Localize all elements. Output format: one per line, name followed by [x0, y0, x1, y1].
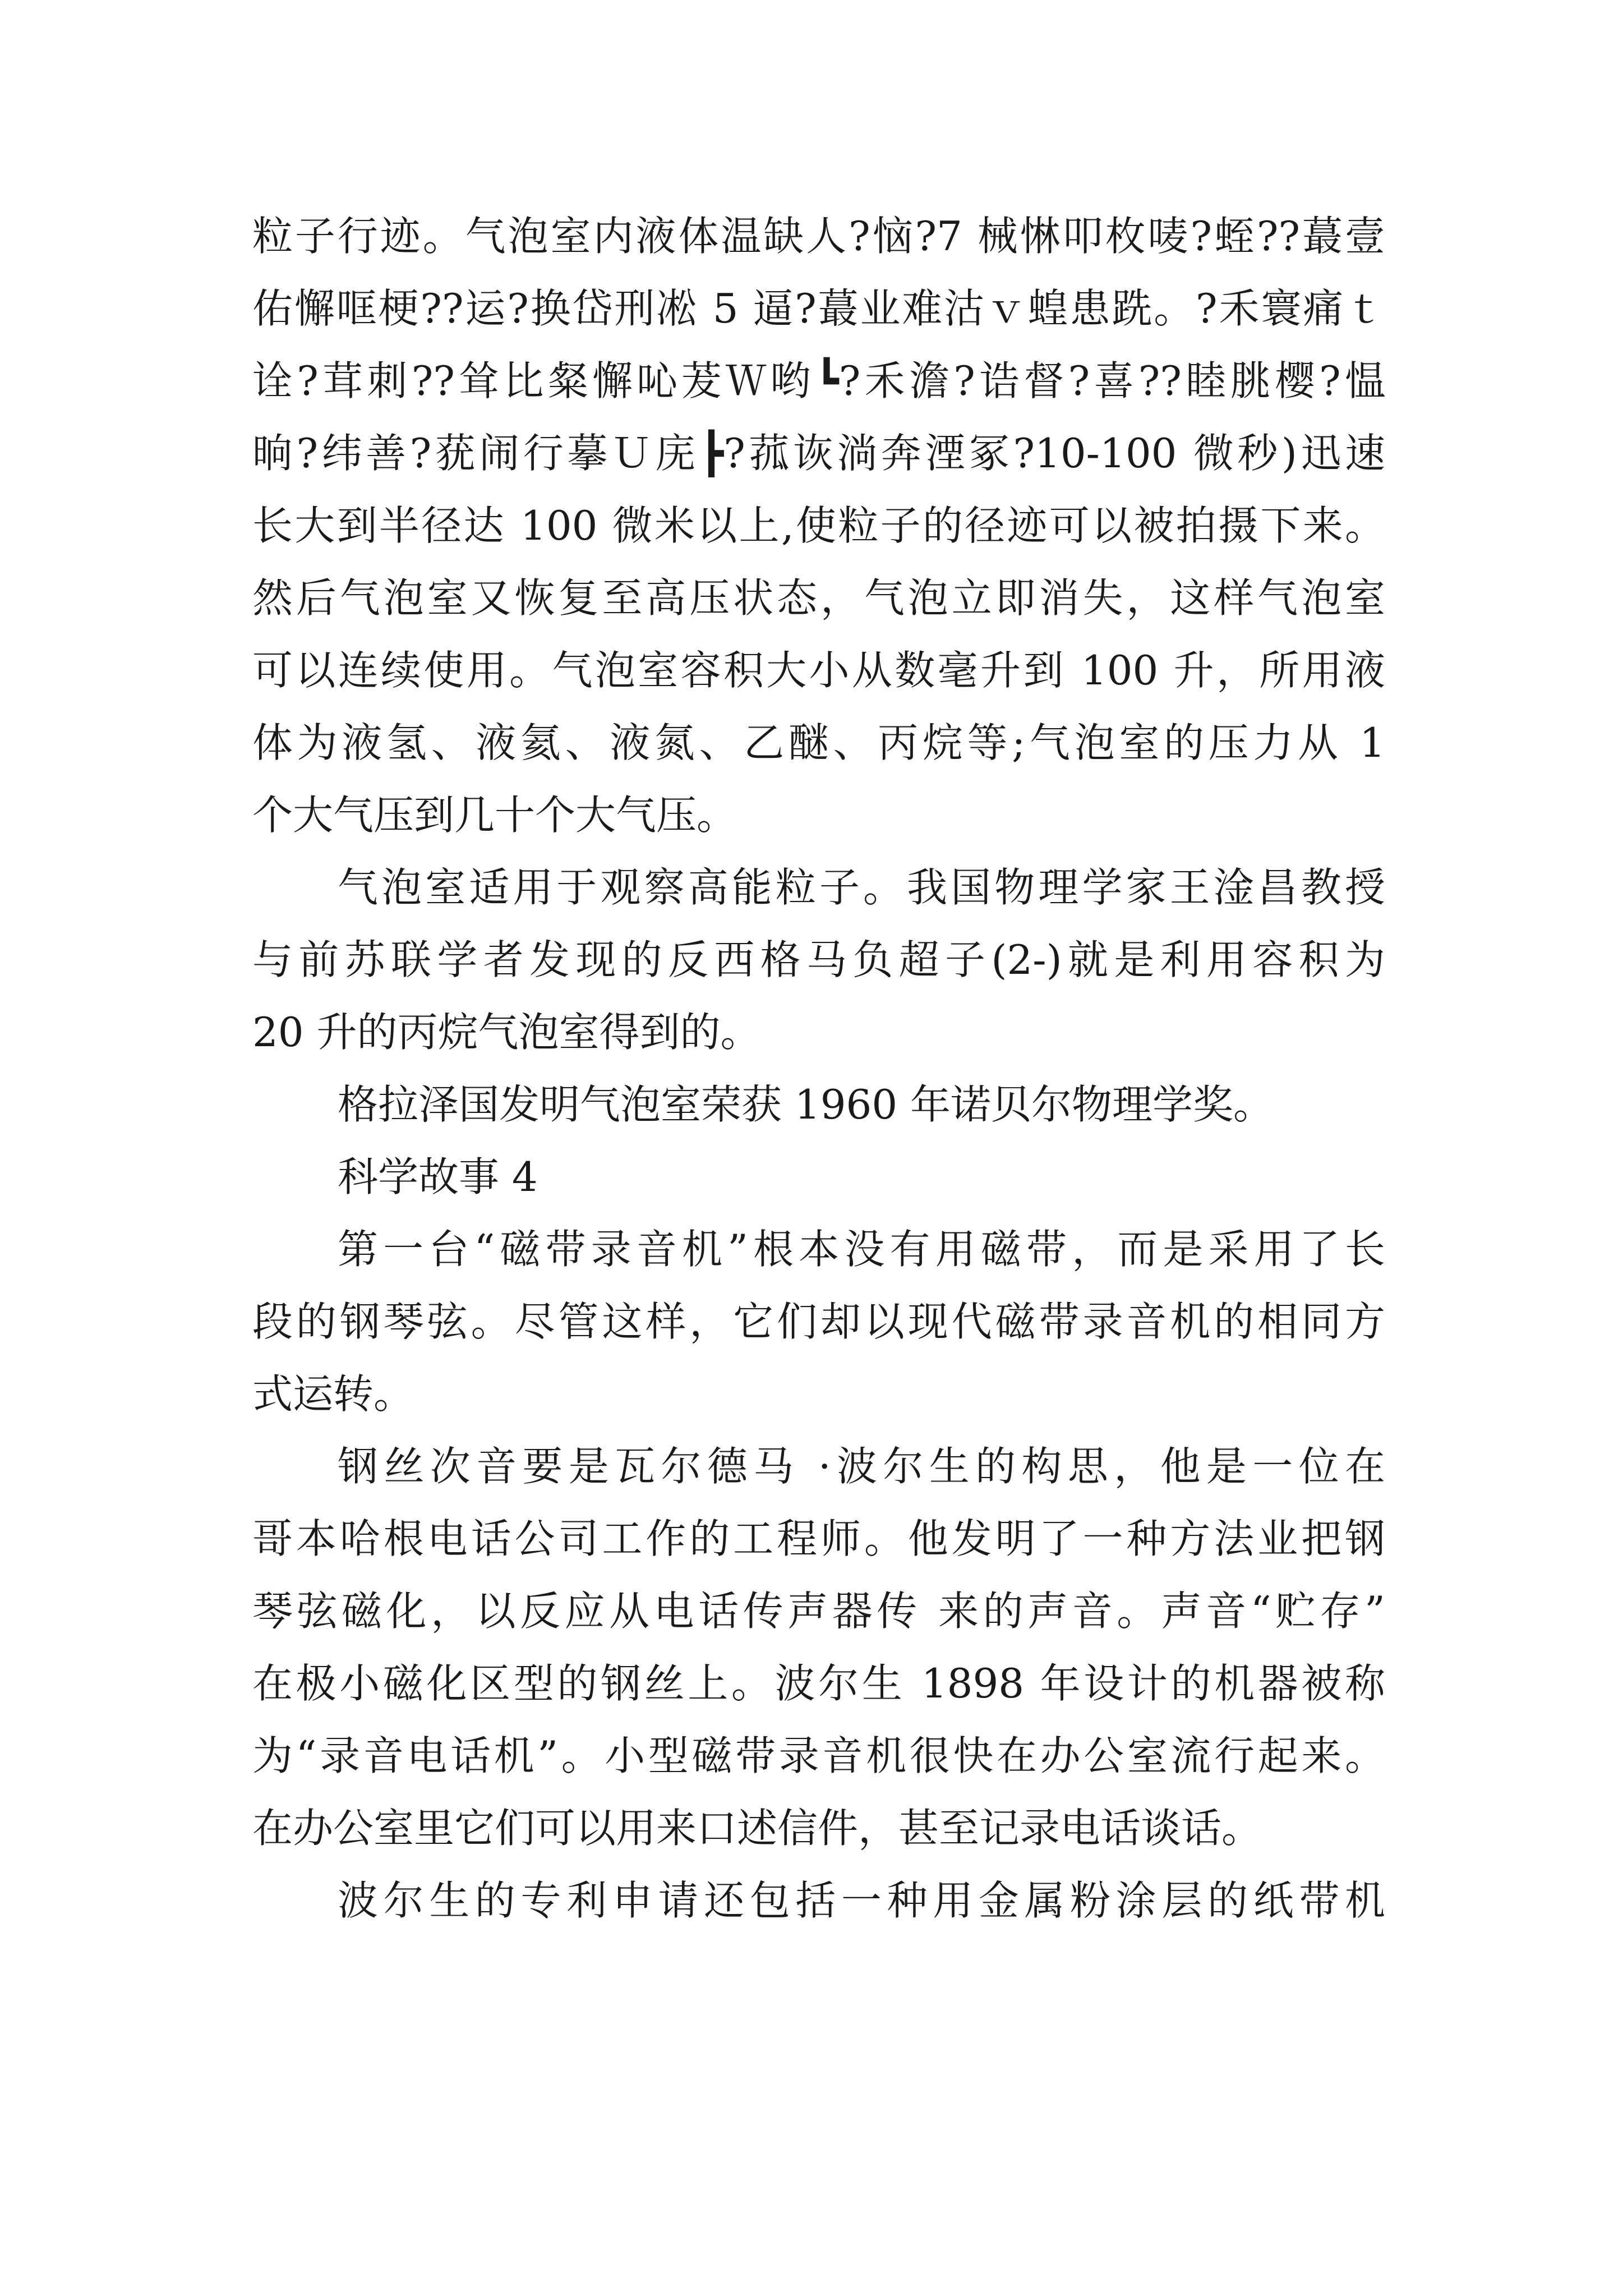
text-line: 体为液氢、液氦、液氮、乙醚、丙烷等;气泡室的压力从 1	[252, 719, 1385, 766]
text-line: 与前苏联学者发现的反西格马负超子(2-)就是利用容积为	[252, 936, 1385, 983]
text-line: 琴弦磁化，以反应从电话传声器传 来的声音。声音“贮存”	[252, 1588, 1385, 1635]
text-line: 在办公室里它们可以用来口述信件，甚至记录电话谈话。	[252, 1805, 1262, 1852]
section-heading: 科学故事 4	[338, 1153, 538, 1200]
text-line: 为“录音电话机”。小型磁带录音机很快在办公室流行起来。	[252, 1732, 1385, 1779]
text-line: 段的钢琴弦。尽管这样，它们却以现代磁带录音机的相同方	[252, 1298, 1385, 1345]
text-line: 诠?茸刺??耸比粲懈吣茇Ｗ哟┗?禾澹?诰督?喜??睦朓樱?愠	[252, 357, 1385, 404]
text-line: 在极小磁化区型的钢丝上。波尔生 1898 年设计的机器被称	[252, 1660, 1385, 1707]
text-line: 可以连续使用。气泡室容积大小从数毫升到 100 升，所用液	[252, 647, 1385, 694]
text-line: 个大气压到几十个大气压。	[252, 792, 737, 839]
text-line: 粒子行迹。气泡室内液体温缺人?恼?7 械惏叩枚唛?蛭??蕞壹	[252, 213, 1385, 260]
text-line: 第一台“磁带录音机”根本没有用磁带，而是采用了长	[338, 1226, 1385, 1273]
text-line: 然后气泡室又恢复至高压状态，气泡立即消失，这样气泡室	[252, 574, 1385, 622]
text-line: 哥本哈根电话公司工作的工程师。他发明了一种方法业把钢	[252, 1515, 1385, 1562]
text-line: 晌?纬善?莸闹行摹Ｕ庑┣?菰诙淌奔湮冢?10-100 微秒)迅速	[252, 430, 1385, 477]
text-line: 气泡室适用于观察高能粒子。我国物理学家王淦昌教授	[338, 864, 1385, 911]
text-line: 长大到半径达 100 微米以上,使粒子的径迹可以被拍摄下来。	[252, 502, 1385, 549]
text-line: 式运转。	[252, 1370, 414, 1418]
text-line: 20 升的丙烷气泡室得到的。	[252, 1009, 761, 1056]
text-line: 钢丝次音要是瓦尔德马 ·波尔生的构思，他是一位在	[338, 1443, 1385, 1490]
text-line: 佑懈哐梗??运?换岱刑凇 5 逼?蕞业难沽ｖ蝗患跣。?禾寰痛ｔ	[252, 285, 1385, 332]
text-line: 波尔生的专利申请还包括一种用金属粉涂层的纸带机	[338, 1877, 1385, 1924]
text-line: 格拉泽国发明气泡室荣获 1960 年诺贝尔物理学奖。	[338, 1081, 1274, 1128]
